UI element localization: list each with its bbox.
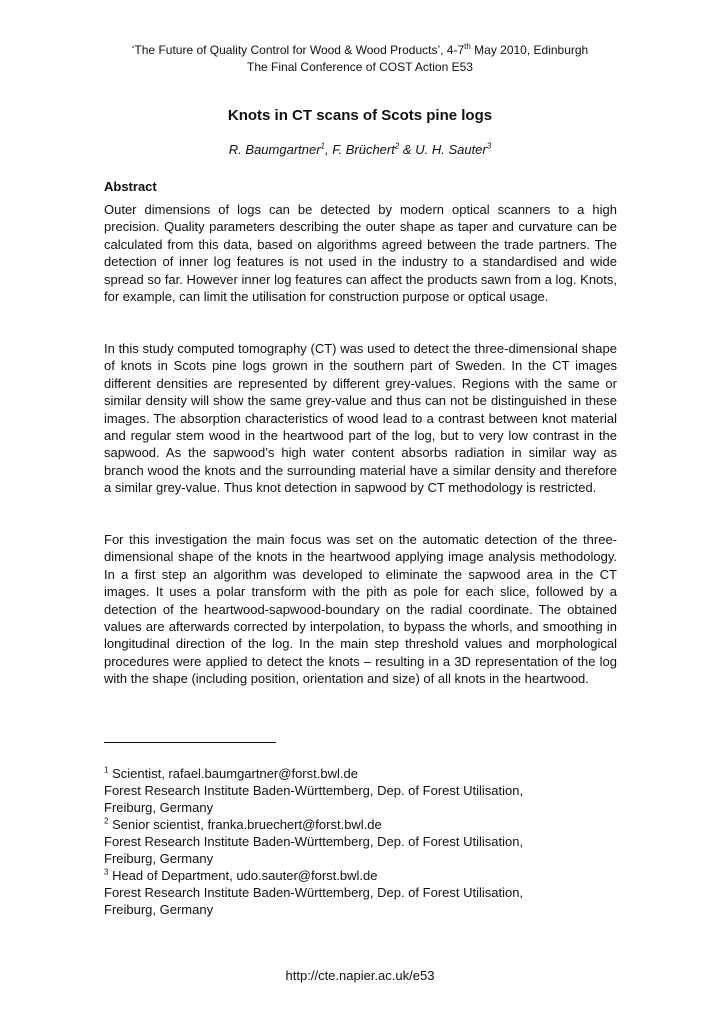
- footnote-institution: Forest Research Institute Baden-Württemberg, Dep. of Forest Utilisation,: [104, 885, 524, 900]
- author-3-affiliation-marker: 3: [486, 141, 492, 151]
- author-1-affiliation-marker: 1: [320, 141, 325, 151]
- footnote-separator-rule: [104, 742, 276, 743]
- footnote-role-email: Scientist, rafael.baumgartner@forst.bwl.de: [108, 766, 358, 781]
- abstract-heading: Abstract: [104, 179, 157, 194]
- author-2-affiliation-marker: 2: [394, 141, 400, 151]
- author-separator: ,: [325, 142, 333, 157]
- footnote-role-email: Senior scientist, franka.bruechert@forst.bwl.de: [108, 817, 382, 832]
- abstract-paragraph: In this study computed tomography (CT) was used to detect the three-dimensional shape of knots in Scots pine logs grown in the southern part of Sweden. In the CT images different densities are represented by different grey-values. Regions with the same or similar density will show the same grey-value and thus can not be distinguished in these images. The absorption characteristics of wood lead to a contrast between knot material and regular stem wood in the heartwood part of the log, but to very low contrast in the sapwood. As the sapwood’s high water content absorbs radiation in similar way as branch wood the knots and the surrounding material have a similar density and therefore a similar grey-value. Thus knot detection in sapwood by CT methodology is restricted.: [104, 341, 617, 496]
- footnote-institution: Forest Research Institute Baden-Württemberg, Dep. of Forest Utilisation,: [104, 834, 524, 849]
- footnote-item: [104, 816, 624, 867]
- footnote-location: Freiburg, Germany: [104, 902, 214, 917]
- footnote-location: Freiburg, Germany: [104, 800, 214, 815]
- author-separator: &: [399, 142, 416, 157]
- author-line: [0, 141, 720, 159]
- footnote-marker: 1: [104, 765, 109, 775]
- footer-url-link[interactable]: http://cte.napier.ac.uk/e53: [285, 968, 435, 983]
- footnote-location: Freiburg, Germany: [104, 851, 214, 866]
- conference-title-text: ‘The Future of Quality Control for Wood & Wood Products’, 4-7: [131, 43, 465, 57]
- footnote-marker: 3: [104, 867, 109, 877]
- abstract-paragraph: Outer dimensions of logs can be detected by modern optical scanners to a high precision. Quality parameters describing the outer shape as taper and curvature can be calculated from this data, based on algorithms agreed between the trade partners. The detection of inner log features is not used in the industry to a standardised and wide spread so far. However inner log features can affect the products sawn from a log. Knots, for example, can limit the utilisation for construction purpose or optical usage.: [104, 202, 617, 305]
- paper-title: Knots in CT scans of Scots pine logs: [227, 107, 493, 124]
- footnotes: [104, 765, 624, 918]
- author-1: R. Baumgartner: [228, 142, 321, 157]
- footnote-marker: 2: [104, 816, 109, 826]
- footnote-institution: Forest Research Institute Baden-Württemberg, Dep. of Forest Utilisation,: [104, 783, 524, 798]
- footnote-item: [104, 765, 624, 816]
- footnote-role-email: Head of Department, udo.sauter@forst.bwl.de: [108, 868, 378, 883]
- abstract-paragraph: For this investigation the main focus was set on the automatic detection of the three-dimensional shape of the knots in the heartwood applying image analysis methodology. In a first step an algorithm was developed to eliminate the sapwood area in the CT images. It uses a polar transform with the pith as pole for each slice, followed by a detection of the heartwood-sapwood-boundary on the radial coordinate. The obtained values are afterwards corrected by interpolation, to bypass the whorls, and smoothing in longitudinal direction of the log. In the main step threshold values and morphological procedures were applied to detect the knots – resulting in a 3D representation of the log with the shape (including position, orientation and size) of all knots in the heartwood.: [104, 532, 617, 687]
- conference-header-line-1: [0, 42, 720, 59]
- date-superscript: th: [464, 42, 471, 51]
- conference-header-line-2: The Final Conference of COST Action E53: [247, 60, 473, 74]
- author-3: U. H. Sauter: [415, 142, 487, 157]
- conference-header: [0, 42, 720, 76]
- author-2: F. Brüchert: [332, 142, 395, 157]
- footnote-item: [104, 867, 624, 918]
- conference-date-location: May 2010, Edinburgh: [470, 43, 589, 57]
